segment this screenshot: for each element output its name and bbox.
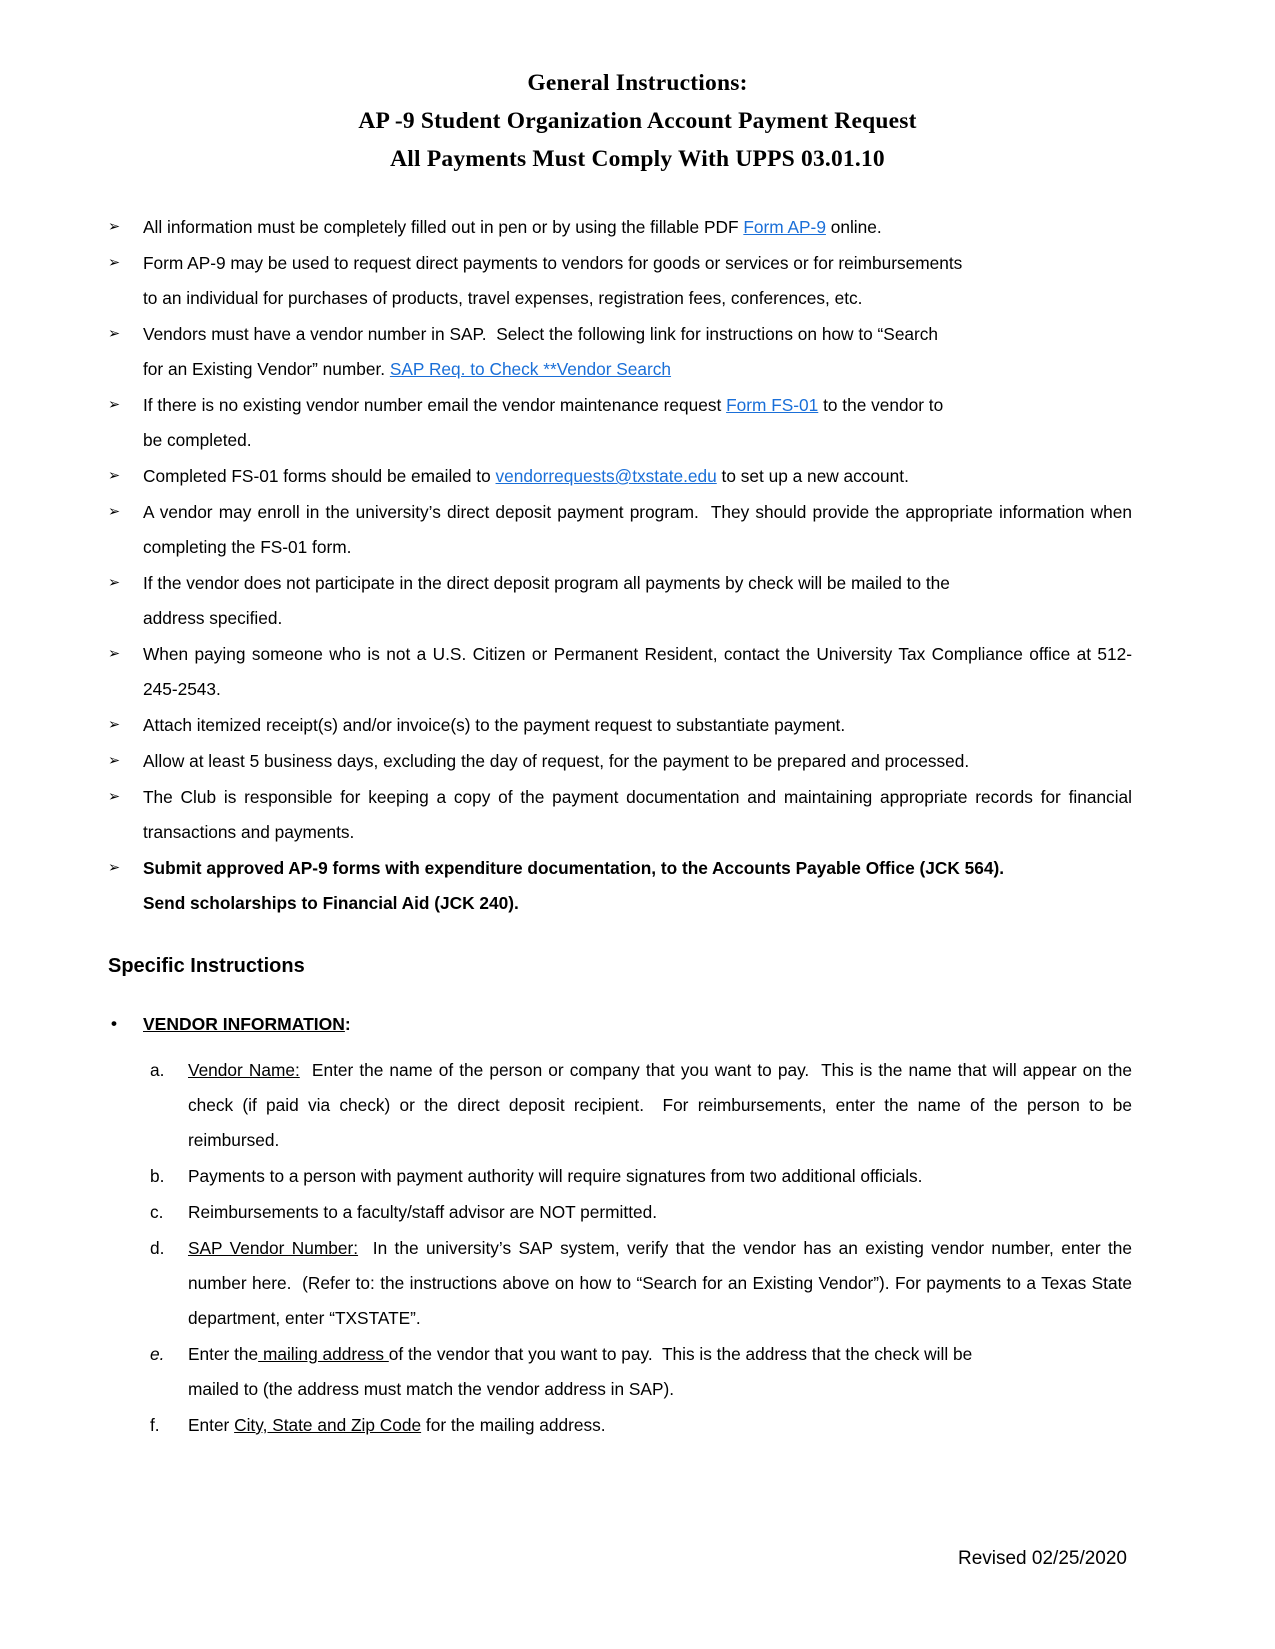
vendor-info-item [108,1337,1132,1407]
text-segment: to set up a new account. [716,466,909,486]
arrow-bullet-icon: ➢ [108,219,121,235]
text-segment: mailed to (the address must match the vendor address in SAP). [188,1379,675,1399]
text-segment: Completed FS-01 forms should be emailed to [143,466,496,486]
dot-bullet-icon: • [111,1014,117,1033]
item-letter-marker: d. [150,1238,165,1258]
text-segment: In the university’s SAP system, verify that the vendor has an existing vendor number, enter the number here. (Refer to: the instructions above on how to “Search for an Existing Vendor”). For payments to a Texas State department, enter “TXSTATE”. [188,1238,1132,1328]
text-segment: City, State and Zip Code [234,1415,422,1435]
item-letter-marker: a. [150,1060,165,1080]
text-segment: All information must be completely filled out in pen or by using the fillable PDF [143,217,744,237]
vendor-information-heading [108,1011,1132,1037]
text-segment: If the vendor does not participate in the direct deposit program all payments by check will be mailed to the [143,573,950,593]
instruction-bullet [108,744,1132,779]
arrow-bullet-icon: ➢ [108,504,121,520]
vendor-info-item [108,1159,1132,1194]
instruction-bullet [108,210,1132,245]
text-segment: Attach itemized receipt(s) and/or invoice(s) to the payment request to substantiate payment. [143,715,846,735]
text-segment: Enter the name of the person or company that you want to pay. This is the name that will appear on the check (if paid via check) or the direct deposit recipient. For reimbursements, enter the name of the person to be reimbursed. [188,1060,1132,1150]
vendor-info-item [108,1195,1132,1230]
text-segment: Reimbursements to a faculty/staff advisor are NOT permitted. [188,1202,658,1222]
vendor-information-label: VENDOR INFORMATION: [143,1014,351,1034]
arrow-bullet-icon: ➢ [108,575,121,591]
text-segment: for an Existing Vendor” number. [143,359,390,379]
item-letter-marker: e. [150,1344,165,1364]
arrow-bullet-icon: ➢ [108,753,121,769]
instruction-bullet [108,388,1132,458]
text-segment: to the vendor to [818,395,944,415]
text-segment: be completed. [143,430,252,450]
title-line-2: AP -9 Student Organization Account Payment Request [358,108,917,134]
text-segment: SAP Vendor Number: [188,1238,359,1258]
title-line-3: All Payments Must Comply With UPPS 03.01.10 [390,146,885,172]
arrow-bullet-icon: ➢ [108,646,121,662]
title-line-1: General Instructions: [527,70,748,96]
text-segment: If there is no existing vendor number email the vendor maintenance request [143,395,727,415]
text-segment: Allow at least 5 business days, excluding the day of request, for the payment to be prepared and processed. [143,751,970,771]
link-sap-req-vendor-search[interactable]: SAP Req. to Check **Vendor Search [389,359,672,379]
instruction-bullet [108,708,1132,743]
text-segment: mailing address [258,1344,389,1364]
text-segment: online. [825,217,882,237]
item-letter-marker: c. [150,1202,164,1222]
link-vendorrequests-email[interactable]: vendorrequests@txstate.edu [495,466,717,486]
vendor-information-items [108,1053,1132,1443]
text-segment: When paying someone who is not a U.S. Citizen or Permanent Resident, contact the University Tax Compliance office at 512-245-2543. [143,644,1132,699]
arrow-bullet-icon: ➢ [108,860,121,876]
text-segment: for the mailing address. [421,1415,606,1435]
instruction-bullet [108,246,1132,316]
text-segment: Vendors must have a vendor number in SAP. Select the following link for instructions on how to “Search [143,324,939,344]
text-segment: Submit approved AP-9 forms with expenditure documentation, to the Accounts Payable Office (JCK 564). [143,858,1004,878]
arrow-bullet-icon: ➢ [108,326,121,342]
text-segment: Form AP-9 may be used to request direct payments to vendors for goods or services or for reimbursements [143,253,963,273]
text-segment: Payments to a person with payment authority will require signatures from two additional officials. [188,1166,923,1186]
instruction-bullet [108,495,1132,565]
instruction-bullet [108,459,1132,494]
arrow-bullet-icon: ➢ [108,468,121,484]
instruction-bullet [108,851,1132,921]
text-segment: Vendor Name: [188,1060,300,1080]
text-segment: Enter [188,1415,235,1435]
instruction-bullet [108,780,1132,850]
text-segment: Enter the [188,1344,259,1364]
text-segment: of the vendor that you want to pay. This is the address that the check will be [388,1344,973,1364]
general-instructions-list [108,210,1132,921]
instruction-bullet [108,317,1132,387]
link-form-fs-01[interactable]: Form FS-01 [726,395,819,415]
item-letter-marker: b. [150,1166,165,1186]
text-segment: address specified. [143,608,283,628]
text-segment: to an individual for purchases of products, travel expenses, registration fees, conferences, etc. [143,288,863,308]
arrow-bullet-icon: ➢ [108,397,121,413]
instruction-bullet [108,566,1132,636]
item-letter-marker: f. [150,1415,160,1435]
vendor-info-item [108,1408,1132,1443]
link-form-ap9[interactable]: Form AP-9 [743,217,826,237]
specific-instructions-heading: Specific Instructions [108,955,305,977]
document-title [0,64,1275,178]
vendor-info-item [108,1053,1132,1158]
revision-footer: Revised 02/25/2020 [957,1548,1127,1569]
text-segment: Send scholarships to Financial Aid (JCK 240). [143,893,519,913]
arrow-bullet-icon: ➢ [108,717,121,733]
instruction-bullet [108,637,1132,707]
text-segment: The Club is responsible for keeping a copy of the payment documentation and maintaining appropriate records for financial transactions and payments. [143,787,1132,842]
vendor-info-item [108,1231,1132,1336]
arrow-bullet-icon: ➢ [108,789,121,805]
arrow-bullet-icon: ➢ [108,255,121,271]
text-segment: A vendor may enroll in the university’s direct deposit payment program. They should provide the appropriate information when completing the FS-01 form. [143,502,1132,557]
